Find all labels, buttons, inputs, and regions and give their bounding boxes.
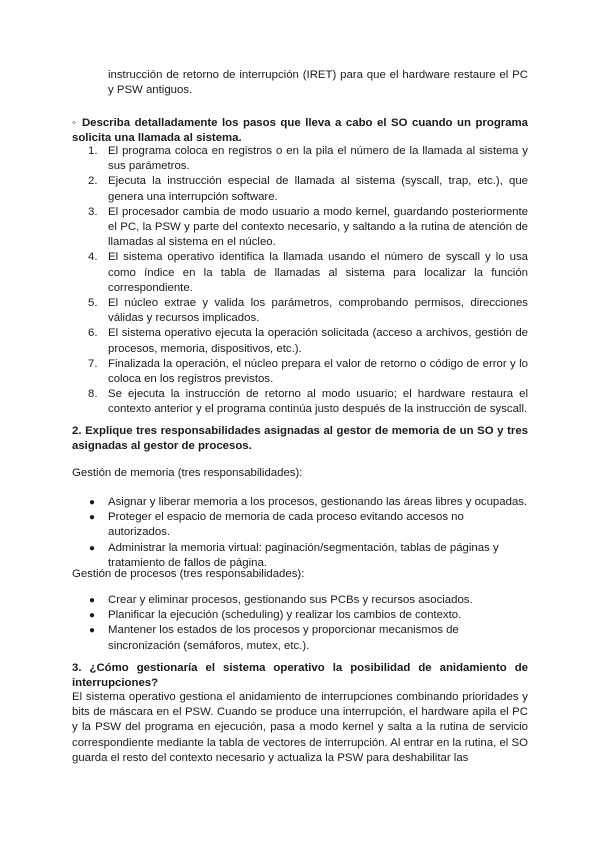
- process-item: [72, 608, 528, 623]
- question-3-heading: 3. ¿Cómo gestionaría el sistema operativo la posibilidad de anidamiento de interrupciones?: [72, 662, 528, 690]
- continuation-paragraph: instrucción de retorno de interrupción (IRET) para que el hardware restaure el PC y PSW antiguos.: [108, 69, 528, 97]
- step-text: El sistema operativo ejecuta la operación solicitada (acceso a archivos, gestión de procesos, memoria, dispositivos, etc.).: [108, 327, 528, 355]
- step-number: 7.: [88, 357, 98, 370]
- step-number: 6.: [88, 327, 98, 340]
- step-number: 8.: [88, 388, 98, 401]
- step-text: Se ejecuta la instrucción de retorno al modo usuario; el hardware restaura el contexto anterior y el programa continúa justo después de la instrucción de syscall.: [108, 388, 528, 416]
- bullet-icon: ●: [89, 610, 96, 622]
- syscall-step: [72, 296, 528, 326]
- syscall-step: [72, 174, 528, 204]
- syscall-step: [72, 205, 528, 251]
- syscall-step: [72, 387, 528, 417]
- step-text: Ejecuta la instrucción especial de llamada al sistema (syscall, trap, etc.), que genera una interrupción software.: [108, 175, 528, 203]
- syscall-steps-list: [72, 144, 528, 418]
- list-item-text: Asignar y liberar memoria a los procesos, gestionando las áreas libres y ocupadas.: [108, 496, 528, 508]
- bullet-icon: ●: [89, 497, 96, 508]
- memory-item: [72, 495, 528, 510]
- question-1-marker: ◦: [72, 117, 78, 129]
- step-number: 1.: [88, 145, 98, 157]
- bullet-icon: ●: [89, 595, 96, 606]
- process-item: [72, 623, 528, 653]
- list-item-text: Crear y eliminar procesos, gestionando sus PCBs y recursos asociados.: [108, 594, 473, 606]
- list-item-text: Proteger el espacio de memoria de cada proceso evitando accesos no autorizados.: [108, 511, 464, 539]
- memory-label: Gestión de memoria (tres responsabilidades):: [72, 467, 303, 479]
- bullet-icon: ●: [89, 542, 96, 554]
- step-number: 4.: [88, 251, 98, 264]
- syscall-step: [72, 250, 528, 296]
- step-text: El procesador cambia de modo usuario a modo kernel, guardando posteriormente el PC, la PSW y parte del contexto necesario, y saltando a la rutina de atención de llamadas al sistema en el núcleo.: [108, 205, 528, 249]
- step-text: El núcleo extrae y valida los parámetros, comprobando permisos, direcciones válidas y recursos implicados.: [108, 297, 528, 325]
- step-number: 2.: [88, 175, 98, 188]
- memory-list: [72, 495, 528, 571]
- step-text: El programa coloca en registros o en la pila el número de la llamada al sistema y sus parámetros.: [108, 145, 528, 173]
- process-item: [72, 593, 528, 608]
- step-text: Finalizada la operación, el núcleo prepara el valor de retorno o código de error y lo coloca en los registros previstos.: [108, 357, 528, 386]
- memory-item: [72, 510, 528, 540]
- step-number: 3.: [88, 205, 98, 218]
- bullet-icon: ●: [89, 512, 96, 524]
- list-item-text: Mantener los estados de los procesos y proporcionar mecanismos de sincronización (semáforos, mutex, etc.).: [108, 624, 459, 652]
- question-3-body: El sistema operativo gestiona el anidamiento de interrupciones combinando prioridades y bits de máscara en el PSW. Cuando se produce una interrupción, el hardware apila el PC y la PSW del programa en ejecución, pasa a modo kernel y salta a la rutina de servicio correspondiente mediante la tabla de vectores de interrupción. Al entrar en la rutina, el SO guarda el resto del contexto necesario y actualiza la PSW para deshabilitar las: [72, 691, 528, 764]
- process-label: Gestión de procesos (tres responsabilidades):: [72, 568, 305, 580]
- question-1-heading: [72, 116, 528, 146]
- process-list: [72, 593, 528, 654]
- list-item-text: Administrar la memoria virtual: paginación/segmentación, tablas de páginas y tratamiento de fallos de página.: [108, 541, 499, 569]
- bullet-icon: ●: [89, 625, 96, 637]
- step-text: El sistema operativo identifica la llamada usando el número de syscall y lo usa como índice en la tabla de llamadas al sistema para localizar la función correspondiente.: [108, 251, 528, 294]
- syscall-step: [72, 357, 528, 387]
- question-2-heading: 2. Explique tres responsabilidades asignadas al gestor de memoria de un SO y tres asignadas al gestor de procesos.: [72, 425, 528, 453]
- list-item-text: Planificar la ejecución (scheduling) y realizar los cambios de contexto.: [108, 609, 462, 622]
- step-number: 5.: [88, 297, 98, 310]
- syscall-step: [72, 326, 528, 356]
- question-1-title: Describa detalladamente los pasos que lleva a cabo el SO cuando un programa solicita una llamada al sistema.: [72, 117, 529, 145]
- syscall-step: [72, 144, 528, 174]
